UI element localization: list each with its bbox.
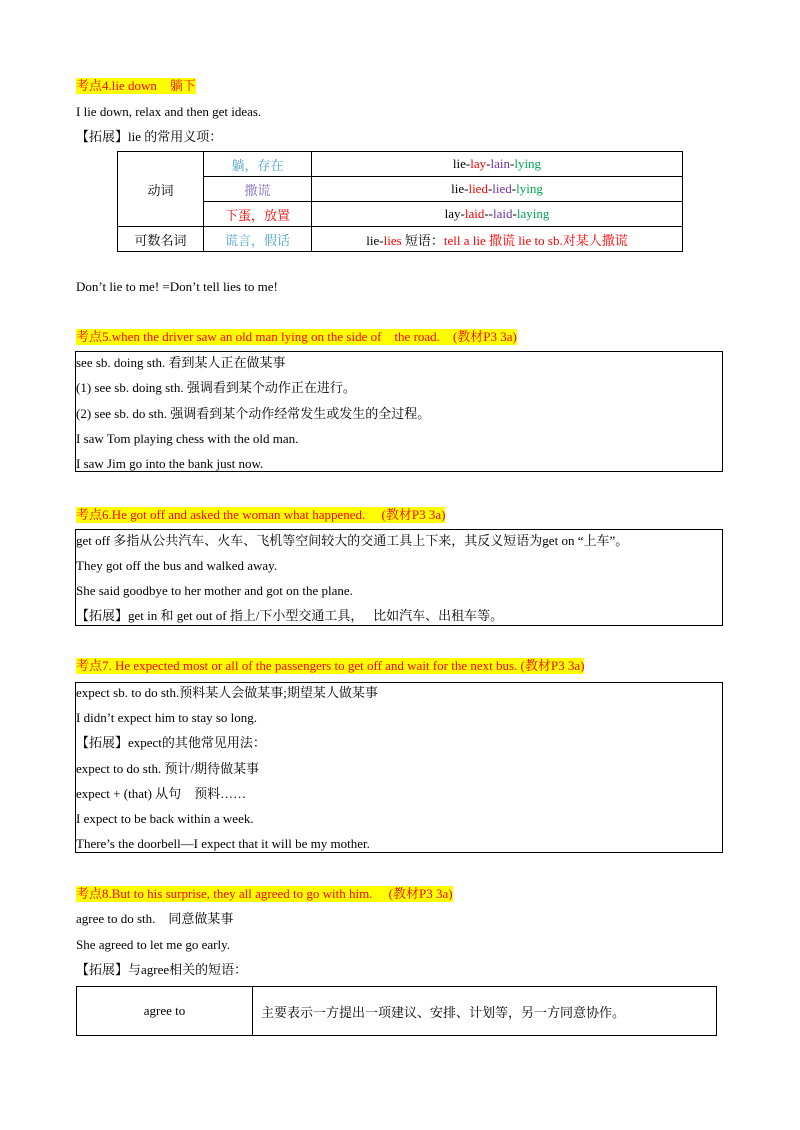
section-7-line: There’s the doorbell—I expect that it will be my mother. [76,836,370,851]
section-8-line: She agreed to let me go early. [76,937,231,952]
section-7-line: 【拓展】expect的其他常见用法： [76,735,266,750]
agree-to-explanation: 主要表示一方提出一项建议、安排、计划等，另一方同意协作。 [253,987,717,1036]
forms-lie-exist: lie-lay-lain-lying [312,152,683,177]
table-row [77,987,717,1036]
section-6-line: They got off the bus and walked away. [76,558,278,573]
section-6-line: get off 多指从公共汽车、火车、飞机等空间较大的交通工具上下来，其反义短语为get on “上车”。 [76,533,629,548]
forms-lie-tell: lie-lied-lied-lying [312,177,683,202]
section-6-line: 【拓展】get in 和 get out of 指上/下小型交通工具， 比如汽车、出租车等。 [76,608,504,623]
lie-usage-table [117,151,683,252]
section-7-line: expect sb. to do sth.预料某人会做某事;期望某人做某事 [76,685,378,700]
section-7-title: 考点7. He expected most or all of the passengers to get off and wait for the next bus. (教材P3 3a) [76,658,585,673]
section-7-line: expect + (that) 从句 预料…… [76,786,247,801]
meaning-lie-exist: 躺，存在 [204,152,312,177]
section-4-title: 考点4.lie down 躺下 [76,78,196,93]
section-7-line: I didn’t expect him to stay so long. [76,710,258,725]
meaning-lie-tell: 撒谎 [204,177,312,202]
table-row [118,227,683,252]
section-5-line: I saw Jim go into the bank just now. [76,456,264,471]
section-4-note: Don’t lie to me! =Don’t tell lies to me! [76,279,278,294]
section-8-title: 考点8.But to his surprise, they all agreed to go with him. (教材P3 3a) [76,886,453,901]
section-8-line: agree to do sth. 同意做某事 [76,911,234,926]
noun-label: 可数名词 [118,227,204,252]
section-5-line: see sb. doing sth. 看到某人正在做某事 [76,355,286,370]
meaning-lie-noun: 谎言，假话 [204,227,312,252]
section-7-line: I expect to be back within a week. [76,811,254,826]
verb-label: 动词 [118,152,204,227]
agree-phrases-table [76,986,717,1036]
section-5-line: I saw Tom playing chess with the old man. [76,431,299,446]
forms-lay: lay-laid--laid-laying [312,202,683,227]
section-7-line: expect to do sth. 预计/期待做某事 [76,761,260,776]
section-4-example: I lie down, relax and then get ideas. [76,104,262,119]
section-4-extension-label: 【拓展】lie 的常用义项： [76,129,223,144]
section-6-title: 考点6.He got off and asked the woman what happened. (教材P3 3a) [76,507,446,522]
section-8-extension-label: 【拓展】与agree相关的短语： [76,962,248,977]
forms-lie-noun: lie-lies 短语：tell a lie 撒谎 lie to sb.对某人撒谎 [312,227,683,252]
section-5-line: (1) see sb. doing sth. 强调看到某个动作正在进行。 [76,380,356,395]
table-row [118,152,683,177]
section-5-title: 考点5.when the driver saw an old man lying on the side of the road. (教材P3 3a) [76,329,517,344]
agree-to-cell: agree to [77,987,253,1036]
section-5-line: (2) see sb. do sth. 强调看到某个动作经常发生或发生的全过程。 [76,406,431,421]
section-6-line: She said goodbye to her mother and got on the plane. [76,583,353,598]
meaning-lay: 下蛋，放置 [204,202,312,227]
